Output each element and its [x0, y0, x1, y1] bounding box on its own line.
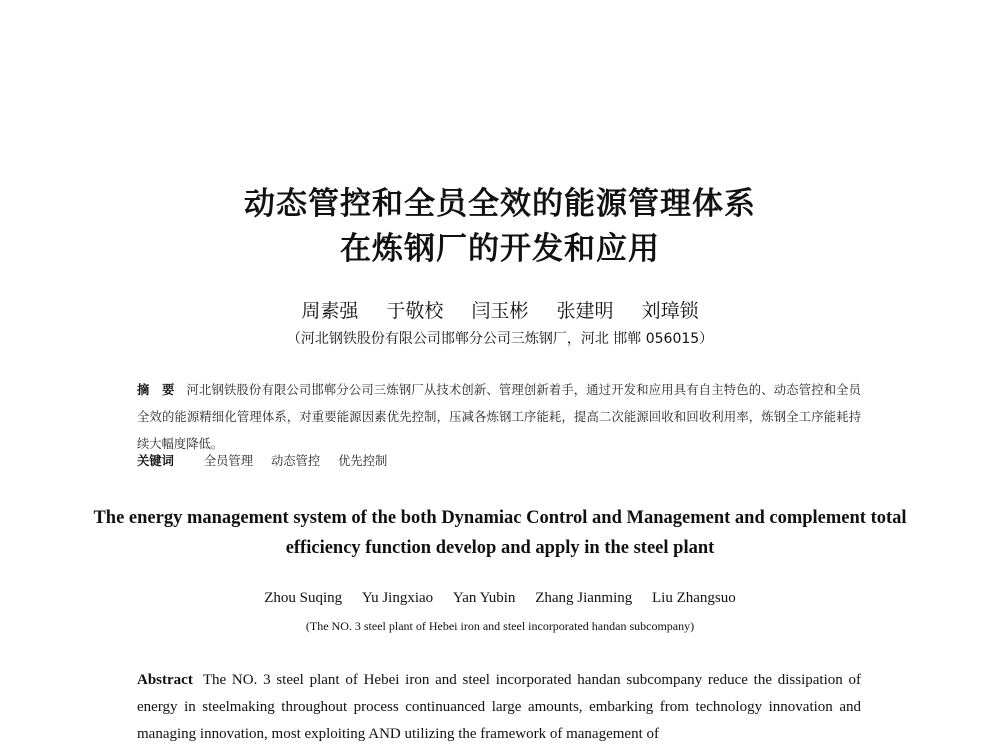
abstract-cn-text: 河北钢铁股份有限公司邯郸分公司三炼钢厂从技术创新、管理创新着手，通过开发和应用具有自主特色的、动态管控和全员全效的能源精细化管理体系，对重要能源因素优先控制，压减各炼钢工序能耗，提高二次能源回收和回收利用率，炼钢全工序能耗持续大幅度降低。 [137, 383, 861, 451]
author-cn: 于敬校 [386, 300, 444, 322]
keywords-cn [137, 451, 861, 469]
affiliation-en: (The NO. 3 steel plant of Hebei iron and steel incorporated handan subcompany) [305, 619, 695, 633]
authors-en [0, 590, 1000, 607]
affiliation-cn: （河北钢铁股份有限公司邯郸分公司三炼钢厂，河北 邯郸 056015） [286, 331, 714, 347]
author-cn: 周素强 [301, 300, 359, 322]
abstract-cn [137, 377, 861, 458]
keyword-cn: 全员管理 [203, 454, 254, 468]
author-en: Yan Yubin [452, 590, 516, 606]
author-en: Liu Zhangsuo [652, 590, 736, 606]
keywords-cn-label: 关键词 [137, 454, 174, 468]
author-cn: 刘璋锁 [641, 300, 699, 322]
authors-cn [0, 296, 1000, 323]
keyword-cn: 动态管控 [270, 454, 321, 468]
abstract-en-label: Abstract [137, 672, 193, 688]
author-cn: 张建明 [556, 300, 614, 322]
abstract-en-text: The NO. 3 steel plant of Hebei iron and steel incorporated handan subcompany reduce the dissipation of energy in steelmaking throughout process continuanced large amounts, embarking from technology innovation and managing innovation, most exploiting AND utilizing the framework of management of [137, 672, 861, 742]
author-en: Yu Jingxiao [361, 590, 434, 606]
title-en: The energy management system of the both Dynamiac Control and Management and complement total efficiency function develop and apply in the steel plant [93, 508, 907, 558]
author-cn: 闫玉彬 [471, 300, 529, 322]
abstract-en [137, 667, 861, 748]
author-en: Zhou Suqing [264, 590, 343, 606]
keyword-cn: 优先控制 [338, 454, 388, 468]
title-cn-line-2: 在炼钢厂的开发和应用 [340, 231, 660, 267]
author-en: Zhang Jianming [535, 590, 633, 606]
abstract-cn-label: 摘 要 [137, 383, 175, 397]
title-cn-line-1: 动态管控和全员全效的能源管理体系 [244, 186, 756, 222]
